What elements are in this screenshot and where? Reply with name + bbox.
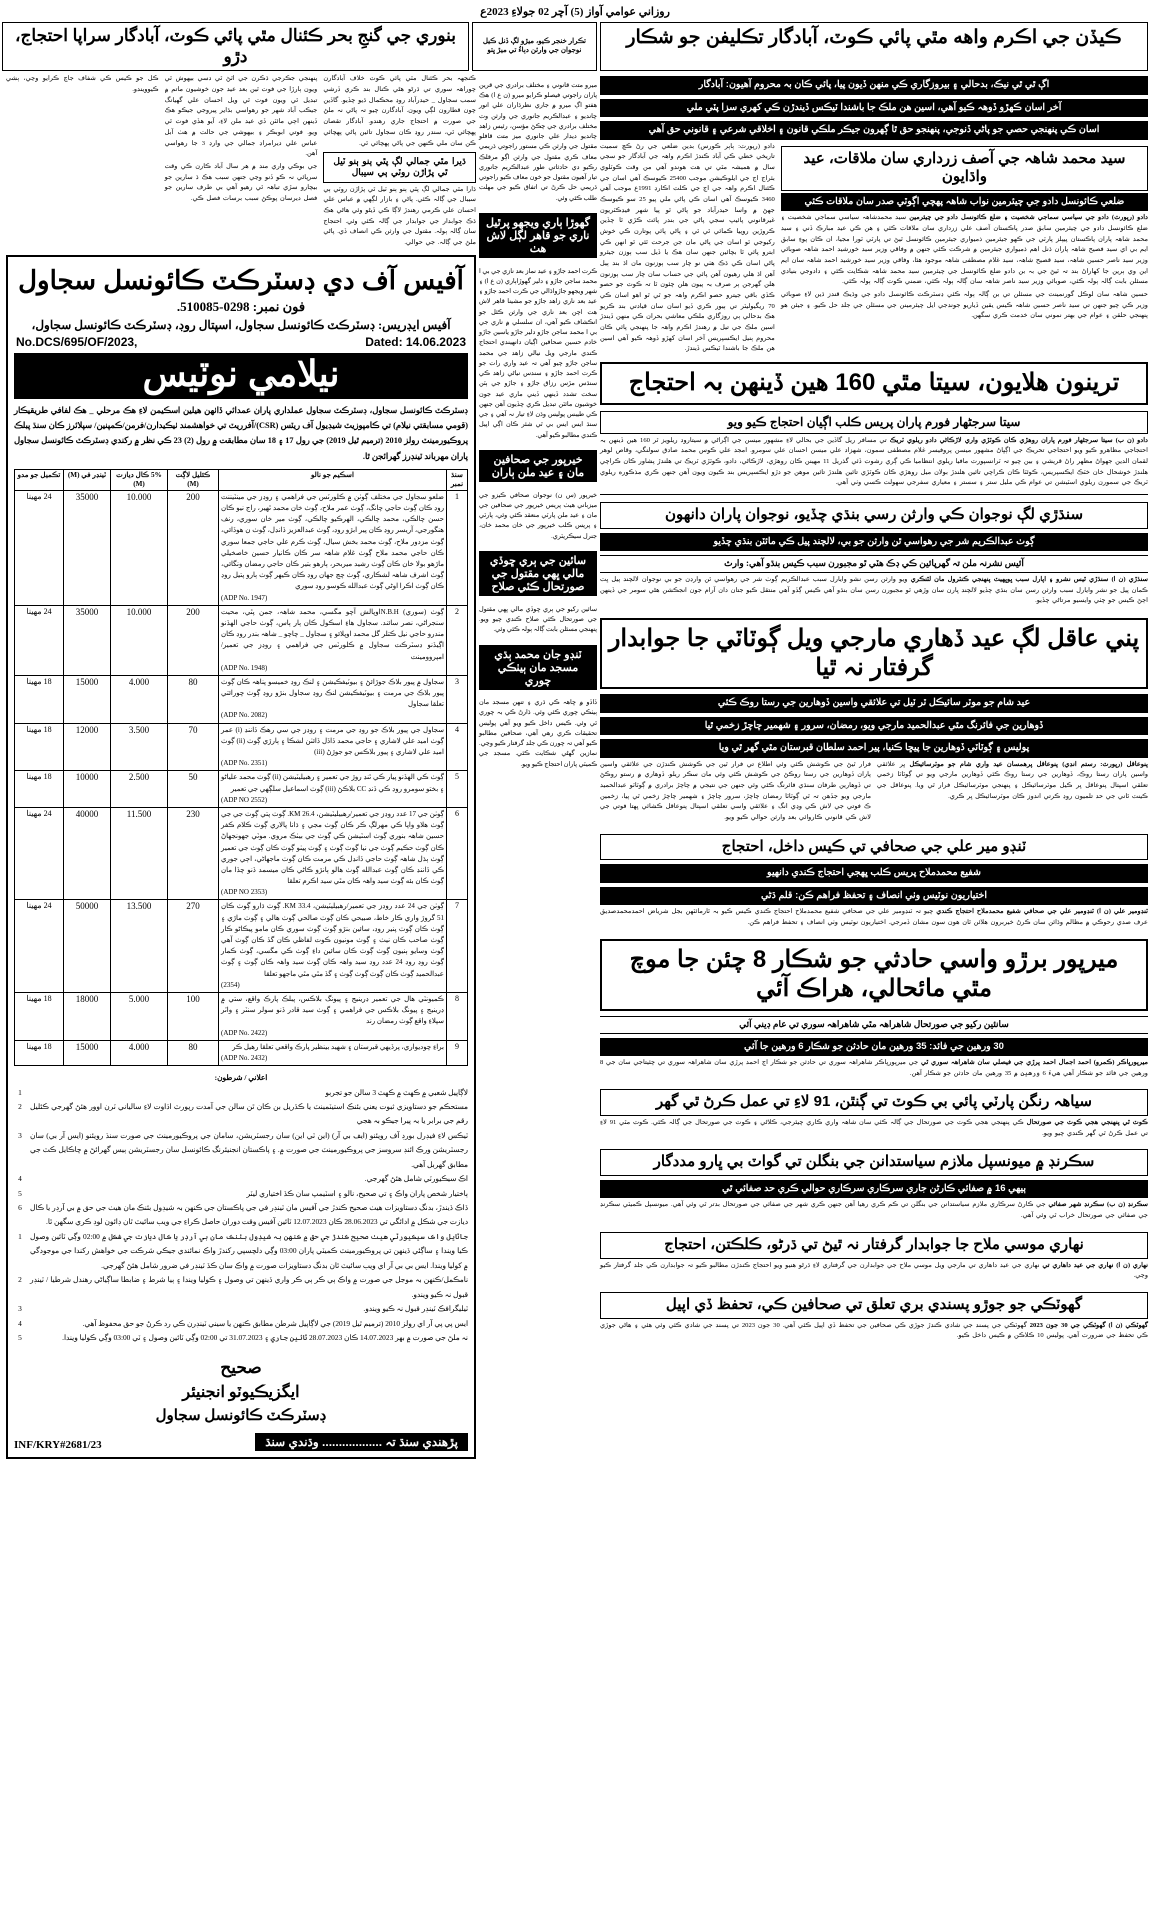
- cell-adp-no: (2354): [221, 980, 240, 989]
- mid-body-2: ڪرت احمد جاڙو ۽ عيد نماز بعد نازي جي بي ا محمد ساجن جاڙو ۽ دلير گهوڙاٻاري (ن ع ا) ۽ شهر ويجهو جاڙواڌالي جي ڪرت احمد جاڙو ۽ عيد بعد ناري زاهد جاڙو جو مشينا قاهر لاش هت اچن بعد ناري جي وارثن ڪئل جو انڪشاف ڪيو آهي، ان سلسلي ۾ ناري جي بي ا محمد ساجن جاڙو دلير جاڙو ياسين جاڙو خادم حسين صحافين اڳيان دانهيندي احتجاج ڪندي مارجي ويل نيالي زاهد جي محمد ساجن جاڙو چيو آهي تہ عيد واري رات جو ڪرت احمد جاڙو ۽ سندس نياڻي زاهد ڪي سنڌس مڙس رزاق جاڙو ۽ جاڙو جي ٻٽن سخت تشدد ڏينهي ڏيني ماري عيد جون خوشيون مائٽن تبديل ڪري چڏيون آهن جنهن ڪي طيبس پوليس وڌن لاءِ تيار نہ آهي ۽ جي سنڌ ايس ايس بي ٿي شئر ڪان اڳي اپيل ڪندي مطالبو ڪيو آهي.: [479, 267, 597, 439]
- term-text: لاڳاپيل شعبي ۾ ڪهٽ ۾ ڪهٽ 3 سالن جو تجربو: [325, 1087, 468, 1097]
- cell-sr: 9: [447, 1040, 468, 1065]
- story-deck-4c: پوليس ۽ ڳوٽاٽي ڏوهارين جا پيڇا ڪنيا، پير احمد سلطان قبرستان مٿي گهر ٿي ويا: [600, 739, 1148, 757]
- left-news-b: پنهنجي جڪرجي ڌڪرن جي اٿڻ ٿي دسي بيهوش ٿي ويون ٻارڙا جي فوت ٿين بعد عيد جون خوشيون ماتم ۾ تبديل ٿي ويون فوت ٿي ويل احسان علي گهيانگ جيڪب آباد شهر جو رهواسي بڌاير پيروجي جيڪو هڪ ڏينهن اڄي مائٽن ڏي عيد ملن لاءِ، آيو هڏي فوت ٿي ويو. فوتي ابوبڪر ۽ بيهوشي جي حالت ۾ هٺ آبل عباس علي ديرامراڊ جمالي جي وارڊ 3 جا رهواسي آهن. جي بوڪي واري مند ۾ هر سال آباد ڪارن ڪي وقت سرپائي نہ ڪو ڏنو وڃي جنهن سبب هڪ ڌ سارين جو بيچارو سڙي تباهہ ٿي رهيو آهي بي طرف سارين جو فصل ديرسان پوڪڻ سبب برسات فصل ڪي.: [164, 75, 318, 202]
- advert-phone-number: 0298-510085.: [176, 298, 250, 314]
- cell-fee: 10000: [64, 771, 111, 808]
- term-number: 3: [18, 1304, 22, 1314]
- term-item-b: [14, 1230, 468, 1273]
- lead-deck-3: اسان ڪي پنهنجي حصي جو پاڻي ڏنوجي، پنهنجو حق ٿا ڳهرون جيڪر ملڪي قانون ۽ اخلاقي شرعي ۽ قانوني حق آهي: [600, 121, 1148, 139]
- cell-fee: 50000: [64, 900, 111, 993]
- table-row: [15, 807, 468, 900]
- cell-desc-text: سجاول ۾ پيور بلاڪ جوڙائڻ ۽ بيوٽيفڪيشن ۽ لنڪ روڊ خميسو پناهہ ڪان ڳوٺ پيور بلاڪ جي مرمت ۽ بيوٽيفڪيشن لنڪ روڊ سجاول بنڙو روڊ ڳوٺ چورائتي تعلقا سجاول: [221, 677, 444, 709]
- story-deck-2: سيتا سرجڻهار فورم پاران پريس ڪلب اڳيان احتجاج ڪيو ويو: [600, 411, 1148, 434]
- advert-phone-line: [14, 299, 468, 315]
- story-body-6: ميرپورڀاڪر (ڪمرو) احمد اجمال احمد پرڙي جي فيصلي سان شاهراهہ سوري ٿي جي ميرپورڀاڪر شاهراهہ سوري تي حادثن جو شڪار اڄ احمد پرڙي سان شاهراهہ سوري تي چئيتاجي سان جي 8 ورهين جي فائد جو شڪار آهي هيءَ 6 ورهين ۾ 35 ورهين مان حادثن جو شڪار آهن.: [600, 1058, 1148, 1077]
- story-body-1: دادو (رپورٽ) دادو جي سياسي سماجي شخصيت ۽ ضلع ڪائونسل دادو جي چيئرمين سيد محمدشاهہ سياسي سماجي شخصيت ۽ ضلع ڪائونسل دادو جي چيئرمين سابق صدر پاڪستان آصف علي زرداري سان ملاقات ڪئي ۽ هن ڪي عيد مبارڪ ڏني ۽ سيد محمد شاهہ پاران پاڪستان پيپلز پارٽي جي ڪهو جيئرمين ذميواري جيئرمين ڪائونسل ٿيڻ تي پارٽي ٽورا مجيا، ان ڪان پوءِ سابق ايم بي اي سيد فصيح شاهہ پاران ڌنل اهم ذميواري جيئرمين ۾ شرڪت ڪئي جنهن ۾ وفاقي وزير سيد خورشيد احمد شاهہ صوبائي وزير سيد ناصر حسين شاهہ، سيد قصيح شاهہ، سيد غلام مصطفى شاهہ موجود هئا، وفاقي وزير سيد خورشيد احمد شاهہ سان ايم اين وي ٻرين جا کهاراڻ بند تہ ٿيڻ جي بہ بن دادو ضلع ڪائونسل جي چيئرمين سيد محمد شاهہ شڪايت ڪئي ۽ دادوجي بنيادي مسئلن بابت ڳالہ ٻولہ ڪئي، صوبائي وزير سيد ناصر شاهہ سان ڳالہ ٻولہ ڪئي، ضمني ڪوٽ ڳالہ ٻولہ ڪئي. حسين شاهہ سان لوڪل گورنمينٽ جي مسئلن تي بن ڳالہ ٻولہ ڪئي ڊسٽرڪٽ ڪائونسل دادو جي وڌيڪ قندز ڌين لاءِ صوبائي وزير ڪي چيو جنهن تي سيد ناصر حسين شاهہ ڪيس يقين ڏياريو جوندجي ايل چيئرمينن جي مسئلن جي جلد حل ڪيو. ۽ جيئن هو پنهنجي حلقن ۽ عوام جي بهتر نموني سان خدمت ڪري سگهن.: [780, 214, 1148, 320]
- cell-cost: 50: [168, 771, 219, 808]
- cell-earnest: 3.500: [111, 723, 168, 771]
- cell-fee: 40000: [64, 807, 111, 900]
- term-text: ٽيليگرافڪ ٽينڊر قبول نہ ڪيو ويندو.: [363, 1304, 468, 1314]
- advert-inf-code: INF/KRY#2681/23: [14, 1439, 102, 1452]
- term-text: مستحڪم جو دستاويزي ثبوت يعني بئنڪ استيٽمينٽ يا ڪڏريل بن ڪان ٿن سالن جي آمدت رپورٽ اڌاوت لاءِ سالياني ٽرن اوور هئڻ گهرجي ڪئليل رقم جي برابر يا بہ پيرا جيڪو بہ هجي: [30, 1101, 468, 1126]
- story-headline-7: سياهہ رنگن پارٽي پائي بي ڪوٽ تي ڳنٿن، 91 لاءِ تي عمل ڪرڻ ٿي گهر: [600, 1089, 1148, 1116]
- story-body-8: سڪرنڊ (ن ب) سڪرنڊ شهر صفائي جي ڪارڻ سرڪاري ملازم سياستدانن جي بنگلن تي ڪم ڪري رهيا آهن جنهن ڪري شهر جي صفائي جي صورتحال بدتر ٿي وئي آهي. ميونسپل ڪميٽي سڪرنڊ جي صفائي جي صورتحال خراب ٿي وئي آهي.: [600, 1201, 1148, 1220]
- advert-phone-label: فون نمبر:: [252, 298, 306, 314]
- story-byline-1: دادو (رپورٽ) دادو جي سياسي سماجي شخصيت ۽ ضلع ڪائونسل دادو جي چيئرمين: [909, 214, 1148, 222]
- cell-sr: 2: [447, 605, 468, 675]
- table-row: [15, 1040, 468, 1065]
- cell-sr: 4: [447, 723, 468, 771]
- story-headline-1: سيد محمد شاهہ جي آصف زرداري سان ملاقات، عيد واڌايون: [781, 146, 1148, 192]
- story-headline-10: گهوٽڪي جو جوڙو پسندي بري تعلق تي صحافين ڪي، تحفظ ڏي اپيل: [600, 1292, 1148, 1319]
- cell-earnest: 4.000: [111, 675, 168, 723]
- story-byline-6: ميرپورڀاڪر (ڪمرو) احمد اجمال احمد پرڙي جي فيصلي سان شاهراهہ سوري ٿي: [920, 1058, 1148, 1066]
- story-deck-6b: 30 ورهين جي فائد: 35 ورهين مان حادثن جو شڪار 6 ورهين جا آئي: [600, 1038, 1148, 1056]
- story-headline-3: سنڌڙي لڳ نوجوان ڪي وارثن رسي بنڌي چڏيو، نوجوان پاران دانهون: [600, 502, 1148, 529]
- cell-time: 18 مهينا: [15, 771, 64, 808]
- story-block-1: [600, 142, 1148, 357]
- story-body-9: نهاري (ن ا) نهاري جي عيد داهاري تي نهاري جي عيد داهاري تي مارجي ويل موسي ملاح جي جوابدارن جي گرفتاري لاءِ ڌرڻو هنيو ويو احتجاج ڪندڙن مطالبو ڪيو تہ جوابدارن ڪي جلد گرفتار ڪيو وڃي.: [600, 1261, 1149, 1280]
- th-scheme-name: اسڪيم جو نالو: [219, 469, 447, 490]
- page-body: [2, 74, 1148, 1908]
- cell-desc-text: ڳوٺن جي 17 عدد روڊز جي تعمير/رهبيليٽيشن، 26.4 KM. ڳوٺ پتي ڳوٺ جي جي ڳوٺ هلاو واپا ڪي مهرلڳ ڪر ڪان ڳوٺ مجي ۽ ڌانا پالاري ڳوٺ ڪلام ڪفر حسين شاهہ بنوري ڳوٺ اسٽيشن ڪي ڳوٺ جي بيٺڪ مروي. موٽي جهونجهاڻ ڪان ڳوٺ حڪيم ڳوٺ جي نيا ڳوٺ ڳوٺ ۽ ڳوٺ پيٺو ڳوٺ ڪان ڳوٺ جي تعمير ڳوٺ ٻڌل شاهہ ڳوٺ حاجي ڏانڊل ڪي مرمت ڪان ڳوٺ ماجھاڻي، اڄي جوري ڪي ڏاننڊ ڪان ڳوٺ عبدالله ڳوٺ هالو ٻانڙو ڪاڻي ڪان ميسمد ڏنو چڏا مان ڳوٺ ڪان بئه ڳوٺ سيد واهہ ڪان مٿي سيد اڪرم تعلقا: [221, 809, 444, 886]
- cell-desc: [219, 807, 447, 900]
- term-number: 5: [18, 1188, 22, 1198]
- term-item: [14, 1201, 468, 1230]
- mid-body-5: ڏاڏو ۾ ڇاهہ ڪي ڌري ۽ تنهن مسجد مان ٻيٺڪي چوري ڪئي وئي. ڌارڻ ڪي بہ چوري ٿي وئي. ڪيس داخل ڪيو ويو آهي پوليس تحقيقات ڪري رهي آهي، صحافين مطالبو ڪيو آهي تہ چورن ڪي جلد گرفتار ڪيو وڃي. نمازين گهڻي شڪايت ڪئي. مسجد جي ڪميٽي پاران احتجاج ڪيو ويو.: [479, 699, 597, 768]
- table-row: [15, 723, 468, 771]
- tender-table-header-row: [15, 469, 468, 490]
- term-item-b: [14, 1302, 468, 1316]
- cell-cost: 80: [168, 1040, 219, 1065]
- term-text: اڪ سيڪيورٽي شامل هئڻ گهرجي.: [364, 1174, 468, 1184]
- masthead: [0, 0, 1150, 22]
- cell-sr: 6: [447, 807, 468, 900]
- cell-adp-no: (ADP NO 2552): [221, 795, 268, 804]
- story-sidebar-1: دادو (رپورٽ: ٻاٻر ڪورس) بدين ضلعي جي رڻ ڪچ سميت تاريخي خطي ڪي آباد ڪندڙ اڪرم واهہ جي آبادگار جو سجي سال ۾ هميشہ مٿي تي هت هوندو آهي من وقت ڪوٽلوي بئراج اڄ جي ايلوڪيشن موجب 25400 ڪيوسڪ آهي اسان جي ڪئنال اڪرم واهہ جي اڄ جي ڪلٽ اڪارڊ 1991ع موجب آهي 3460 ڪيوسڪ آهي اسان ڪي پاڻي ملي پيو 25 سو ڪيوسڪ جهڻ ۾ واسا حيدرآباد جو پاڻي ٿو پيا شهر فيڊڪٽريون غيرقانوني پائيپ سجي پاڻي جي بندر پائٽ ڪڙي ٿا چڏين ڪروڙين روپيا ڪمائي ٿي ٿي ۽ پاڻي پائي پوتارن ڪي خوش رکيوجي ٿو اسان جي پاڻي مان جن جرحت ٿئي ٿو انهن ڪي ابترو پائي ٿا بچائين جنهن سان هڪ يا ڏيل سب ٻوزن جيئرو پاڻي اسان ڪي ڌڪ هٺي نو چار سب ٻوزنون مان اڌ بند ٻيل آهن اڌ هلي رهيون آهن پائي جي حساب سان چار سب ٻوزنون هلن گهرجن ٻر صرف بہ پيون هلن چئون ٿا تہ ڪوٽ جو حصو ڪڏي باقي جيترو حصو اڪرم واهہ جو ٿي ٿو اهو اسان ڪي 70 ريگيوليٽر تي ٻيور ڪري ڏيو اسان سان قيادتي بند ڪريو هڪ بدحالي ٻي روزگاري ملڪي معاشي بحران ڪي منهن ڏيندڙ اسين ملڪ جي تيل ۾ رهندڙ اڪرم واهہ جا پنهنجي پائي ڪان محروم ٻنيل ايڪسپريس آخر اسان کهڙو ڏوهہ ڪيو آهي اسين هن ملڪ جا باشندا ٽيڪس ڏيندڙ.: [600, 142, 775, 353]
- cell-adp-no: (ADP NO 2353): [221, 888, 268, 897]
- cell-time: 24 مهينا: [15, 490, 64, 605]
- term-item: [14, 1172, 468, 1186]
- story-body-2: دادو (ن ب) سيتا سرجڻهار فورم پاران روهڙي ڪان ڪوٽڙي واري لاڙڪاڻي دادو ريلوي ٽريڪ تي مسافر ريل گاڏين جي بحالي لاءِ مشهور ميسن جي اڳراڻي ۾ سيتارود ريلويز ٿر 160 هين ڏينهن بہ احتجاجي مظاهرو ڪيو ويو احتجاجي تحريڪ جي اڳڀاڻ مشهور ميسن پروفيسر غلام مصطفى سمون، شهزاد علي ميسن احسان علي سومرو. امجد علي ڪوس محمد صادق سولنگي، وقاص لوهر لقمان الدين جهواڻ مظهر راڻ قريشي ۽ بين چيو تہ ٽرانسپورٽ مافيا ريلوي انتظاميا ڪي ڳري رشوت ڏئي گذريل 11 مهينن ڪان روهڙي، لاڙڪاڻي، دادو، ڪوٽڙي ٽريڪ تي هلندڙ پشاور ڪان ڪراچي هلندڙ خوشحال خان خٽڪ ايڪسپريس، ڪوئٽا ڪان ڪراچي تائين هلندڙ بولان ميل روهڙي ڪان ڪوٽڙي تائين هلندڙ تائين موهن جو دڙو ايڪسپريس بند ڪيون ويون آهن جنهن ڪري مذڪوره ريلوي ٽريڪ جي سمورن ريلوي اسٽيشن تي عوام ڪي مليل ستر ۽ سستر ۽ معياري سفرجي سهولت ڪسي وٺي آهي.: [600, 436, 1148, 487]
- story-body-5: ٽنڊومير علي (ن ا) ٽنڊومير علي جي صحافي شفيع محمدملاح احتجاج ڪندي چيو تہ ٽنڊومير علي جي صحافي شفيع محمدملاح احتجاج ڪندي ڪيس ڪيو بہ ٿارمائٽهن بجل شرياض احمدمحمدصديق عرف صدي رحوڪي ۾ مظالم وڌائن سان ڪرڻ خيربرون هلائن ٿان هون سون مشان ڏمرجي. اختياريون نوٽيس وٺي انصاف ۽ تحفظ فراهم ڪن.: [600, 907, 1149, 926]
- strap-headline-left: بنوري جي گنجِ بحر ڪئنال مٿي پائي ڪوٽ، آبادگار سراپا احتجاج، دڙو: [2, 22, 469, 71]
- cell-cost: 100: [168, 992, 219, 1040]
- tender-table-body: [15, 490, 468, 1065]
- table-row: [15, 490, 468, 605]
- story-headline-9: نهاري موسي ملاح جا جوابدار گرفتار نہ ٿيڻ تي ڌرڻو، ڪلڪتن، احتجاج: [600, 1232, 1148, 1259]
- cell-adp-no: (ADP No. 2082): [221, 711, 268, 720]
- cell-desc: [219, 723, 447, 771]
- cell-earnest: 10.000: [111, 490, 168, 605]
- advert-signature-block: [14, 1355, 468, 1427]
- advert-footer: [14, 1433, 468, 1451]
- cell-sr: 7: [447, 900, 468, 993]
- right-news-zone: [600, 74, 1148, 1908]
- cell-cost: 270: [168, 900, 219, 993]
- term-text: نہ ملڻ جي صورت ۾ بهر 14.07.2023 ڪان 28.07.2023 ٽائين جاري ۽ 31.07.2023 تي 02:00 وڳي ٽائين وصول ۽ ٽي 03:00 وڳي ڪوليا ويندا.: [62, 1332, 468, 1342]
- mid-headline-3: سائين جي ٻري ڇوڏي مالي ڀهي مقتول جي صورتحال ڪئي صلاح: [479, 551, 597, 596]
- story-deck-8: ٻيهي 16 ۾ صفائي ڪارڻن جاري سرڪاري سرڪاري حوالي ڪري حد صفائي ٿي: [600, 1180, 1148, 1198]
- cell-sr: 5: [447, 771, 468, 808]
- mid-headline-4: ٽنڊو جان محمد ٻڌي مسجد مان ٻيٺڪي چوري: [479, 645, 597, 690]
- cell-cost: 70: [168, 723, 219, 771]
- advert-address: آفيس ايڊريس: ڊسٽرڪٽ ڪائونسل سجاول، اسپتال روڊ، ڊسٽرڪٽ ڪائونسل سجاول،: [31, 317, 451, 332]
- cell-fee: 15000: [64, 675, 111, 723]
- story-byline-7: ڪوٽ ٿي پنهنجي هجي ڪوٽ جي صورتحال: [1026, 1119, 1149, 1127]
- cell-desc-text: براءِ چوديواري، پرڏيهي قبرستان ۽ شهيد بينظير پارڪ واقعي تعلقا رهيل ڪر: [232, 1042, 444, 1051]
- story-block-4: [600, 760, 1148, 826]
- th-earnest-money: 5% ڪال ديازت (M): [111, 469, 168, 490]
- cell-desc-text: ڳوٺن جي 24 عدد روڊز جي تعمير/رهبيليٽيشن، 33.4 KM. ڳوٺ ڌارو ڳوٺ ڪان 51 گروڙ واري ڪار خاط، صبيحي ڪان ڳوٺ صالحي ڳوٺ هالي ۽ ڳوٺ ماڙي ۽ ڳوٺ ڪان ڳوٺ پنير روڊ، سائين بنڙو ڳوٺ ڳوٺ سوري ڪان مامو پيڪاڻو ڪار ڳوٺ صاحب ڪان نيٺ ۽ ڳوٺ مونيون ڪوٽ لفاظي ڪان گڏ ڪان ڳوٺ آهي ڳوٺ وسايو ٻنيون ڳوٺ ڳوٺ ڪان سائين داءِ ڳوٺ ڪي مگسي، ڳوٺ ڪمار ڳوٺ روڊ روڊ 24 عدد روڊ سيد واهہ ڪان ڳوٺ سيد واهہ ڪان ڳوٺ ۽ ڳوٺ عبدالحميد ڳوٺ ڪان ڳوٺ ڳوٺ ڳوٺ ۽ گڏ مٿي مٿي ماجهو تعلقا: [221, 902, 445, 978]
- advert-intro-text: ڊسٽرڪٽ ڪائونسل سجاول، ڊسٽرڪٽ سجاول عملداري پاران عمدائي ڏاٺهن هيلين اسڪيمن لاءِ هڪ مرحلي _ هڪ لفافي طريقيڪار (قومي مسابقتي نيلام) تي ڪامپوزيٽ شيڊيول آف ريٽس (CSR)/آفرريٽ تي خواهشمند ٺيڪيدارن/فرمن/ڪمپنين/ سپلائرز ڪان سنڌ پبلڪ پروڪيورمينٽ رولز 2010 (ترميم ٿيل 2019) جي رول 17 ۽ 18 سان مطابقت ۾ رول (2) 23 ڪي نظر ۾ رکندي ڊسٽرڪٽ ڪائونسل سجاول پاران مهرباند ٽينڊرز گهرائجن ٿا.: [14, 405, 469, 461]
- cell-desc: [219, 605, 447, 675]
- cell-time: 18 مهينا: [15, 723, 64, 771]
- cell-cost: 80: [168, 675, 219, 723]
- advert-dated: Dated: 14.06.2023: [365, 334, 466, 349]
- cell-fee: 15000: [64, 1040, 111, 1065]
- signature-organisation: ڊسٽرڪٽ ڪائونسل سجاول: [155, 1407, 327, 1424]
- cell-adp-no: (ADP No. 1947): [221, 593, 268, 602]
- signature-designation: ايگزيڪيوٽو انجنيئر: [182, 1383, 300, 1401]
- term-text: ٻاختيار شخص پاران واڪ ۽ تي صحيح، نالو ۽ اسٽيمپ سان ڪڏ اختياري ليٽر: [246, 1188, 468, 1198]
- advert-terms-title: اعلاني / شرطون:: [214, 1073, 268, 1083]
- top-strap-row: [2, 22, 1148, 71]
- cell-time: 18 مهينا: [15, 992, 64, 1040]
- table-row: [15, 771, 468, 808]
- story-headline-4: پني عاقل لڳ عيد ڏهاري مارجي ويل ڳوٽاٽي جا جوابدار گرفتار نہ ٿيا: [600, 618, 1148, 690]
- cell-adp-no: (ADP No. 2432): [221, 1053, 268, 1062]
- mid-headline-1: گهوڙا ٻاري ويجهو پرٿيل ناري جو قاهر لڳل لاش هٺ: [479, 213, 597, 258]
- cell-earnest: 11.500: [111, 807, 168, 900]
- cell-desc: [219, 675, 447, 723]
- story-byline-8: سڪرنڊ (ن ب) سڪرنڊ شهر صفائي: [1048, 1201, 1148, 1209]
- advert-banner-title: نيلامي نوٽيس: [14, 353, 468, 399]
- term-number: 5: [18, 1332, 22, 1342]
- story-deck-3b: آئيس نشرنہ ملن تہ گهرپائين ڪي ڊڪ هٽي ٿو مجبورن سبب ڪيس بنڌو آهي: وارث: [600, 555, 1148, 573]
- term-text: ڏاڪ ڏيندڙ، بدنگ دستاويزات هيٺ صحيح ڪندڙ جي آفيس مان ٽينڊر في جي پاڪستان جي ڪنهن بہ شيڊول بئنڪ مان هيٺ جي حق ۾ بي آرڊر يا ڪال ديازت جي شڪل ۾ ادائگي تي 28.06.2023 ڪان 12.07.2023 ٽائين آفيس وقت دوران حاصل ڪراءِ جي ويب سائيٽ ٿان ڊائون لوڊ ڪري سگهن ٿا.: [30, 1203, 468, 1227]
- cell-time: 24 مهينا: [15, 807, 64, 900]
- term-text: ٽيڪس لاءِ فيڊرل بورڊ آف رويئنو (ايف بي آر) (اين ٽي اين) سان رجسٽريشن، سامان جي پروڪيورمينٽ جي صورت سنڌ رويئنو (ايس آر بي) سان رجسٽريشن ورڪ ائنڊ سروسز جي پروڪيورمينٽ جي صورت ۾. ۽ پاڪستان انجنيئرنگ ڪائونسل سان رجسٽريشن ٻيس گهرائڻ ۾ چاڪايل ڪٽ جي مطابق گهربل آهي.: [30, 1130, 468, 1169]
- tender-advert: [6, 255, 476, 1460]
- cell-desc: [219, 490, 447, 605]
- cell-fee: 35000: [64, 605, 111, 675]
- story-byline-2: دادو (ن ب) سيتا سرجڻهار فورم پاران روهڙي ڪان ڪوٽڙي واري لاڙڪاڻي دادو ريلوي ٽريڪ: [889, 436, 1148, 444]
- term-item-b: [14, 1273, 468, 1302]
- mid-body-1: ميرو متت قانوني ۽ مختلف برادري جي قرين پاران راجوتي فيصلو ڪرايو ميرو (ن ع ا) هڪ هفتو اڳ ميرو ۾ جاري نظرڌاران علي انور چانديو ۽ عبدالڪريم جانوري جي وارثن وٽ مختلف برادري جي چڪڻ مؤسن، رئيس زاهد چانديو ديدار علي جانوري ميز متت قافلو مقتول جي وارثن ڪي مستور راجوتي ڌريمي معاف ڪري مقتول جي وارثن اڳو مرقلڪ رڪيو دي حادثاتي طور عبدالڪريم جانوري تيار آهيون مقتول جو خون معاف ڪيو راجوتي ڌريمي حل ڪرڻ تي اتفاق ڪيو جي مهلت طلب ڪئي وئي.: [479, 81, 597, 202]
- story-body-3: سنڌڙي (ن ا) سنڌڙي ٿيس نشرو ۽ اپارل سبب ڀوڀهيٽ پنهنجي ڪنٽرول مان لٿنڪري ويو وارثن رسن نشو وايارل سبب عبدالڪريم ڳوٺ شر جي رهواسي ٿن وارڊن جو بي نوجوان لالچند پيل ڀت ڪمان پيل جو نشر وايارل سبب وارثن رسن سان بنڌي چڏيو لالچند ڀارن سان وڙهي ٿو مجبورن رسن سان بنڌو آهي ڪيس ڳڏو آهي منتقل ڪيو جتان دان آرام جون انجڪشن هڻي سومر جي ڏينهن اڄڻ ڪيس جو چٺي وايسيو مرتاڻي چڏيو.: [600, 575, 1148, 605]
- story-deck-5b: اختياريون نوٽيس وٺي انصاف ۽ تحفظ فراهم ڪن: قلم ڌڻي: [600, 887, 1148, 905]
- term-number: 2: [18, 1101, 22, 1111]
- cell-sr: 3: [447, 675, 468, 723]
- masthead-text: روزاني عوامي آواز (5) آچر 02 جولاءِ 2023ع: [480, 5, 670, 18]
- cell-time: 24 مهينا: [15, 605, 64, 675]
- cell-desc: [219, 900, 447, 993]
- cell-desc: [219, 992, 447, 1040]
- cell-adp-no: (ADP No. 1948): [221, 663, 268, 672]
- story-deck-4b: ڏوهارين جي فائرنگ مٿي عبدالحميد مارجي ويو، رمضان، سرور ۽ شهمير چاچڙ زخمي ٿيا: [600, 717, 1148, 735]
- term-number: 2: [18, 1275, 22, 1285]
- story-headline-5: ٽنڊو مير علي جي صحافي تي ڪيس داخل، احتجاج: [600, 834, 1148, 861]
- cell-fee: 12000: [64, 723, 111, 771]
- table-row: [15, 675, 468, 723]
- cell-sr: 1: [447, 490, 468, 605]
- tender-table: [14, 469, 468, 1066]
- term-text: نامڪمل/ڪنهن بہ موجل جي صورت ۾ واڪ ٻي ڪر ٻي ڪر واري ڏينهن تي وصول ۽ ڪوليا ويندا ۽ ٻيا شرط ۽ ضابطا ساڳياڻي رهندل شرطيا / ٽينڊر قبول نہ ڪيو ويندو.: [30, 1275, 468, 1299]
- th-estimated-cost: ڪئليل لاڳت (M): [168, 469, 219, 490]
- story-deck-5a: شفيع محمدملاح پريس ڪلب ڀهجي احتجاج ڪندي دانهيو: [600, 864, 1148, 882]
- cell-adp-no: (ADP No. 2422): [221, 1028, 268, 1037]
- cell-time: 18 مهينا: [15, 1040, 64, 1065]
- term-item-b: [14, 1331, 468, 1345]
- cell-cost: 230: [168, 807, 219, 900]
- term-text: جاٽايل واڪ سيڪيورٽي هيٺ صحيح ڪندڙ جي حق ۾ ڪنهن بہ شيڊول بئنڪ مان بي آرڊر يا ڪال ديازت جي شڪل ۾ 02:00 وڳي ٽائين وصول ڪيا ويندا ۽ ساڳئي ڏينهن تي پروڪيورمينٽ ڪميٽي پاران 03:00 وڳي دلچسپي رکندڙ واڪ نمائندي جيڪي شرڪت جي خواهش رکندا جي موجودگي ۾ کوليا ويندا. ايس بي بي آر اي ويب سائيٽ ٿان بدنگ دستاويزات صورت ۾ واڪ سان ڪڏ ٽينڊر في ضرور شامل هئڻ گهرجي.: [30, 1231, 469, 1270]
- left-advert-zone: [6, 74, 476, 1908]
- story-byline-10: گهوٽڪي (ن ا) گهوٽڪي جي 30 جون 2023: [1029, 1321, 1149, 1329]
- story-body-4a: پنوعاقل (رپورٽ: رستم انڊي) پنوعاقل پرهمسان عيد واري شام جو موٽرسائيڪل ڀر علائقي واسين پاران رستا روڪ، ڏوهارين جي رستا روڪ ڪئي ڏوهارين مارجي ويو تي ڳوٽاٽا زخمي تعلقي اسپتال پنوعاقل ڀر ڪيل موٽرسائيڪل ۽ پنهنجي موٽرسائيڪل فرار ٿي ويا. پنوعاقل جي ڪينٽ ٿاني جي حد تلميون روڊ ڪرتي اندوز ڪان موٽرسائيڪل ڀر ڪري.: [877, 760, 1148, 800]
- strap-headline-center: تڪرار خنجر ڪيو، ميڙو لڳ ڏنل ڪيل نوجوان جي وارثن دٻاءُ تي ميڙ ڀتو: [472, 22, 597, 71]
- left-news-c: ڪل جو ڪيس ڪي شفاف جاچ ڪرايو وڃي، ٻشي ڪيوويندو.: [5, 75, 159, 94]
- story-deck-3a: ڳوٺ عبدالڪريم شر جي رهواسي ٿن وارثن جو بي، لالچند پيل ڪي مائٽن بنڌي چڏيو: [600, 533, 1148, 551]
- term-item: [14, 1129, 468, 1172]
- cell-cost: 200: [168, 605, 219, 675]
- cell-adp-no: (ADP No. 2351): [221, 759, 268, 768]
- story-deck-4a: عيد شام جو موٽر سائيڪل ٽر ٽيل تي علائقي واسين ڏوهارين جي رستا روڪ ڪئي: [600, 694, 1148, 712]
- cell-earnest: 2.500: [111, 771, 168, 808]
- read-sindh-strip: پڙهندي سنڌ تہ .................. وڌندي سنڌ: [255, 1433, 468, 1451]
- cell-earnest: 4.000: [111, 1040, 168, 1065]
- th-serial-no: سنڌ نمبر: [447, 469, 468, 490]
- middle-news-zone: [479, 74, 597, 1908]
- story-byline-5: ٽنڊومير علي (ن ا) ٽنڊومير علي جي صحافي شفيع محمدملاح احتجاج ڪندي: [936, 907, 1149, 915]
- story-headline-8: سڪرنڊ ۾ ميونسپل ملازم سياستدانن جي بنگلن تي گواٽ بي ڀارو مددگار: [600, 1149, 1148, 1176]
- cell-time: 18 مهينا: [15, 675, 64, 723]
- lead-deck-1: اڳ ٿي ٿي نيڪ، بدحالي ۽ بيروزگاري ڪي منهن ڏيون پيا، پائي ڪان بہ محروم آهيون: آبادگار: [600, 76, 1148, 94]
- cell-desc-text: ڪميونٽي هال جي تعمير ڊرينيج ۽ پيونگ بلاڪس، پبلڪ پارڪ واقع، ستي ۾ ڊرينيج ۽ پيونگ بلاڪس جي فراهمي ۽ ڳوٺ سيد قادر ڏنو سولر سنٽر ۽ واٽر سپلاءِ واقع ڳوٺ رمضان رند: [221, 994, 444, 1026]
- cell-earnest: 13.500: [111, 900, 168, 993]
- term-number: 6: [18, 1203, 22, 1212]
- cell-desc: [219, 1040, 447, 1065]
- signature-word: صحيح: [220, 1358, 262, 1378]
- cell-fee: 35000: [64, 490, 111, 605]
- cell-sr: 8: [447, 992, 468, 1040]
- mid-body-4: سائين رکيو جي ٻري ڇوڏي مالي ڀهي مقتول جي صورتحال ڪئي صلاح ڪندي چيو ويو. پنهنجي مسئلن بابت ڳالہ ٻولہ ڪئي وئي.: [479, 605, 597, 634]
- story-byline-4: پنوعاقل (رپورٽ: رستم انڊي) پنوعاقل پرهمسان عيد واري شام جو موٽرسائيڪل: [909, 760, 1148, 768]
- mid-headline-2: خيرپور جي صحافين مان ۽ عيد ملن ٻاران: [479, 450, 597, 482]
- term-number: 4: [18, 1174, 22, 1184]
- story-body-4b: فرار ٿيڻ جي ڪوشش ڪئي وئي اطلاع تي فرار ٿين جي ڪوشش ڪندڙن جي علائقي واسين پاران ڏوهارين جي رستا روڪڻ جي ڪوشش ڪئي وئي مان سڪر ريلو. ڏوهاري ۾ رستو روڪڻ تي ڏوهارين طرفان سنڌي فائرنگ ڪئي وئي جنهن جي نتيجي ۾ چاچڙ برادري ۾ ڳوٽاٽو عبدالحميد مارجي ويو جڏهن تہ ٿي ڳوٽاٽا رمضان چاچڙ، سرور چاچڙ ۽ شهمير چاچڙ زخمي ٿي پيا، زخمين ڪ فوتي جي لاش ڪي وڍي انگ ۽ علائقي واسي تعلقي اسپتال پنوعاقل ڪشائي ڀهتا فوتي جي لاش ڪي قانوني ڪاروائي بعد وارثن حوالي ڪيو ويو.: [600, 760, 871, 821]
- term-item: [14, 1187, 468, 1201]
- story-byline-9: نهاري (ن ا) نهاري جي عيد داهاري تي: [1042, 1261, 1149, 1269]
- left-news-a: ڪنجهہ بحر ڪئنال مٿي پائي ڪوٽ خلاف آبادگارن چوراهہ سوري تي ڌرڻو هڻي ڪنال بند ڪري ڏرشي سمب سجاول _ حيدرآباد روڊ محڪمال ڌيو چڏيو. گاڏين چون قطارون لڳي ويون. آبادگارن چيو تہ پاڻي نہ ملڻ جي صورت ۾ احتجاج جاري رهندو. آبادگار تقصان پهچائي ٿي، سندر روڊ ڪان سجاول تائين پاڻي پهچائي ڪن سان ملي ڪنهن جي پاڻي پهچائي ٿي. ڌيرا مٿي جمالي لڳ پٿي ٻنو ٻنو ٽيل ٿي پڙاڙن روٽي ٻي سيبال ڌارا مٿي جمالي لڳ پٿي ٻنو ٻنو ٽيل ٿي پڙاڙن روٽي ٻي سيبال جي ڳالہ ڪئي. پاڻي ۽ بازار لڳهي ۾ عباس علي احسان علي ڪرمي رهندڙ لاڳا ڪي ڏيڻو وئي هاڻي هڪ ڌڪ جوابدار جي جوابدار جي ڳالہ ڪئي وئي. احتجاج سان ڳالہ ٻولہ. مقتول جي وارثن ڪي انصاف ڏي. پاڻي ملڻ جي ڳالہ. جي حوالي.: [323, 75, 476, 247]
- th-tender-fee: ٽينڊر في (M): [64, 469, 111, 490]
- advert-ref-no: No.DCS/695/OF/2023,: [16, 334, 138, 349]
- table-row: [15, 605, 468, 675]
- advert-office-title: آفيس آف دي ڊسٽرڪٽ ڪائونسل سجاول: [18, 264, 464, 295]
- term-number: 1: [18, 1087, 22, 1097]
- cell-earnest: 5.000: [111, 992, 168, 1040]
- left-top-news: [6, 74, 476, 250]
- advert-terms: [14, 1071, 468, 1345]
- cell-desc-text: ضلعو سجاول جي مختلف ڳوٺن ۾ ڪلورٽس جي فراهمي ۽ روڊز جي مينٽيننٽ روڊ ڪان ڳوٺ حاجي چانگ، ڳوٺ عمر ملاح، ڳوٺ خان محمد ٿهير، راج نيو ڪان حسن چالڪي، محمد چالڪي، الهرڪيو چالڪي، ڳوٺ مير خان سوري، رنف هنگورجي، آريسر روڊ ڪان پير ابڙو روڊ، ڳوٺ عبدالعزيز ڏانڊل، ڳوٺ ن هوڏائي، ڳوٺ مزدور ملاح، ڳوٺ محمد بخش سيال، ڳوٺ ڪرم علي حاجي جمعا سوري ڪان حاجي محمد ملاح ڳوٺ غلام شاهہ سر ڪان ڪانيار حسين خاصخيلي ماڙهو بولا خان ڪان ڳوٺ رشيد ميربحر، ٻارهو بتير ڪان حاجي رمضان ونگائي، ڳوٺ اشرف شاهہ لشڪاري، ڳوٺ چڃ جهان روڊ ڪان ڪيهر ڳوٺ ٻارو پتيل روڊ ڪان ڳوٺ اڪرا اوڻي ڳوٺ عبدالله ڪوسو روڊ سوري: [221, 492, 444, 591]
- term-text: ايس پي پي آر اي رولز 2010 (ترميم ٿيل 2019) جي لاڳاپيل شرطن مطابق ڪنهن يا سيني ٽينڊرن ڪي رد ڪرڻ جو حق محفوظ آهي.: [82, 1318, 468, 1328]
- cell-time: 24 مهينا: [15, 900, 64, 993]
- cell-desc: [219, 771, 447, 808]
- cell-desc-text: ڳوٺ ڪي الهڏنو پيار ڪي ٿنڊ روڙ جي تعمير ۽ رهبيليٽيشن (ii) ڳوٺ محمد علياڻو ۽ بختو سومرو روڊ ڪي ڏنڊ CC بلاڪڻ (iii) ڳوٺ اسماعيل سلڳهي جي تعمير: [221, 773, 444, 793]
- term-number: 1: [18, 1231, 22, 1241]
- strap-headline-right: ڪيڏن جي اڪرم واهه مٿي پائي ڪوٽ، آبادگار تڪليفن جو شڪار: [600, 22, 1148, 71]
- th-completion-time: تڪميل جو مدو: [15, 469, 64, 490]
- advert-ref-row: [16, 335, 466, 349]
- term-item-b: [14, 1317, 468, 1331]
- term-item: [14, 1100, 468, 1129]
- left-news-headline-a: ڌيرا مٿي جمالي لڳ پٿي ٻنو ٻنو ٽيل ٿي پڙاڙن روٽي ٻي سيبال: [323, 152, 476, 183]
- story-byline-3: سنڌڙي (ن ا) سنڌڙي ٿيس نشرو ۽ اپارل سبب ڀوڀهيٽ پنهنجي ڪنٽرول مان لٿنڪري: [910, 575, 1148, 583]
- story-body-7: ڪوٽ ٿي پنهنجي هجي ڪوٽ جي صورتحال ڪي پنهنجي هجي ڪوٽ جي صورتحال جي ڳالہ ڪئي سان شاهہ واري ڪاري چيئرجي، ڪلاڻي ۽ ڪوٽ جي صورتحال جي ڳالہ ڪئي. ڪوٽ مٿي 91 لاءِ تي عمل ڪرڻ ٿي گهر ڪندي چيو ويو.: [600, 1119, 1149, 1137]
- cell-fee: 18000: [64, 992, 111, 1040]
- table-row: [15, 900, 468, 993]
- story-deck-6a: سانئين رکيو جي صورتحال شاهراهہ مٿي شاهراهہ سوري تي عام ڊيني آئي: [600, 1016, 1148, 1034]
- term-number: 3: [18, 1130, 22, 1140]
- mid-body-3: خيرپور (س ن) نوجوان صحافي ڪيزو جي ميزباني هيٺ پريس خيرپور جي صحافين جي مان ۽ عيد ملن پارٽي منعقد ڪئي وئي، پارٽي ۽ پريس ڪلب خيرپور جي خان محمد خان، جنرل سيڪريٽري.: [479, 491, 597, 540]
- term-item: [14, 1086, 468, 1100]
- story-body-10: گهوٽڪي (ن ا) گهوٽڪي جي 30 جون 2023 گهوٽڪي جي پسند جي شادي ڪندڙ جوڙي ڪي صحافين جي تحفظ ڏي اپيل ڪئي آهي. 30 جون 2023 تي پسند جي شادي ڪئي وئي هئي ۽ هاڻي جوڙي ڪي تحفظ جي ضرورت آهي. پوليس 10 ڪلاڪن ۾ ڪيس داخل ڪيو.: [600, 1321, 1149, 1340]
- cell-desc-text: ڳوٺ (سوري) N.B.Hاوپالش آچو مگسي، محمد شاهہ، جمن پٿي، محيت سنجراڻي، نصر سائند. سجاول هاءِ اسڪول ڪان ٻار ٻاس، ڳوٺ حاجي الهڏنو مندرو حاجي نيل ڪتلر گل محمد اوپلائو ۽ سجاول _ چاچو _ شاهہ بندر روڊ ڪان اڳيڏنو ڊسٽرڪٽ سجاول ۾ ڪلورٽس جي فراهمي ۽ روڊز جي تعمير/امپروومينٽ: [221, 607, 444, 661]
- lead-deck-2: آخر اسان ڪهڙو ڏوهہ ڪيو آهي، اسين هن ملڪ جا باشندا ٽيڪس ڏيندڙن ڪي کهري سزا پٽي ملي: [600, 99, 1148, 117]
- cell-earnest: 10.000: [111, 605, 168, 675]
- cell-desc-text: سجاول جي پيور بلاڪ جو روڊ جي مرمت ۽ روڊز جي سي رهڪ ڏاننڊ (i) عمر ڳوٺ اميد علي لاشاري ۽ حاجي محمد ڏاڏل ڏائٺن لشڪا ۽ ٻارڙي ڳوٺ (ii) ڳوٺ اميد علي لاشاري ۽ پيور بلاڪس جو جوڙڻ (iii): [221, 725, 444, 756]
- cell-cost: 200: [168, 490, 219, 605]
- term-number: 4: [18, 1318, 22, 1328]
- table-row: [15, 992, 468, 1040]
- story-headline-2: ترينون هلايون، سيتا مٿي 160 هين ڏينهن بہ احتجاج: [600, 362, 1148, 405]
- story-deck-1: ضلعي ڪائونسل دادو جي چيئرمين نواب شاهہ پهچي اڳوٽي صدر سان ملاقات ڪئي: [781, 193, 1148, 211]
- story-headline-6: ميرپور برڙو واسي حادثي جو شڪار 8 چئن جا موچ مٿي مائحالي، هراڪ آئي: [600, 939, 1148, 1011]
